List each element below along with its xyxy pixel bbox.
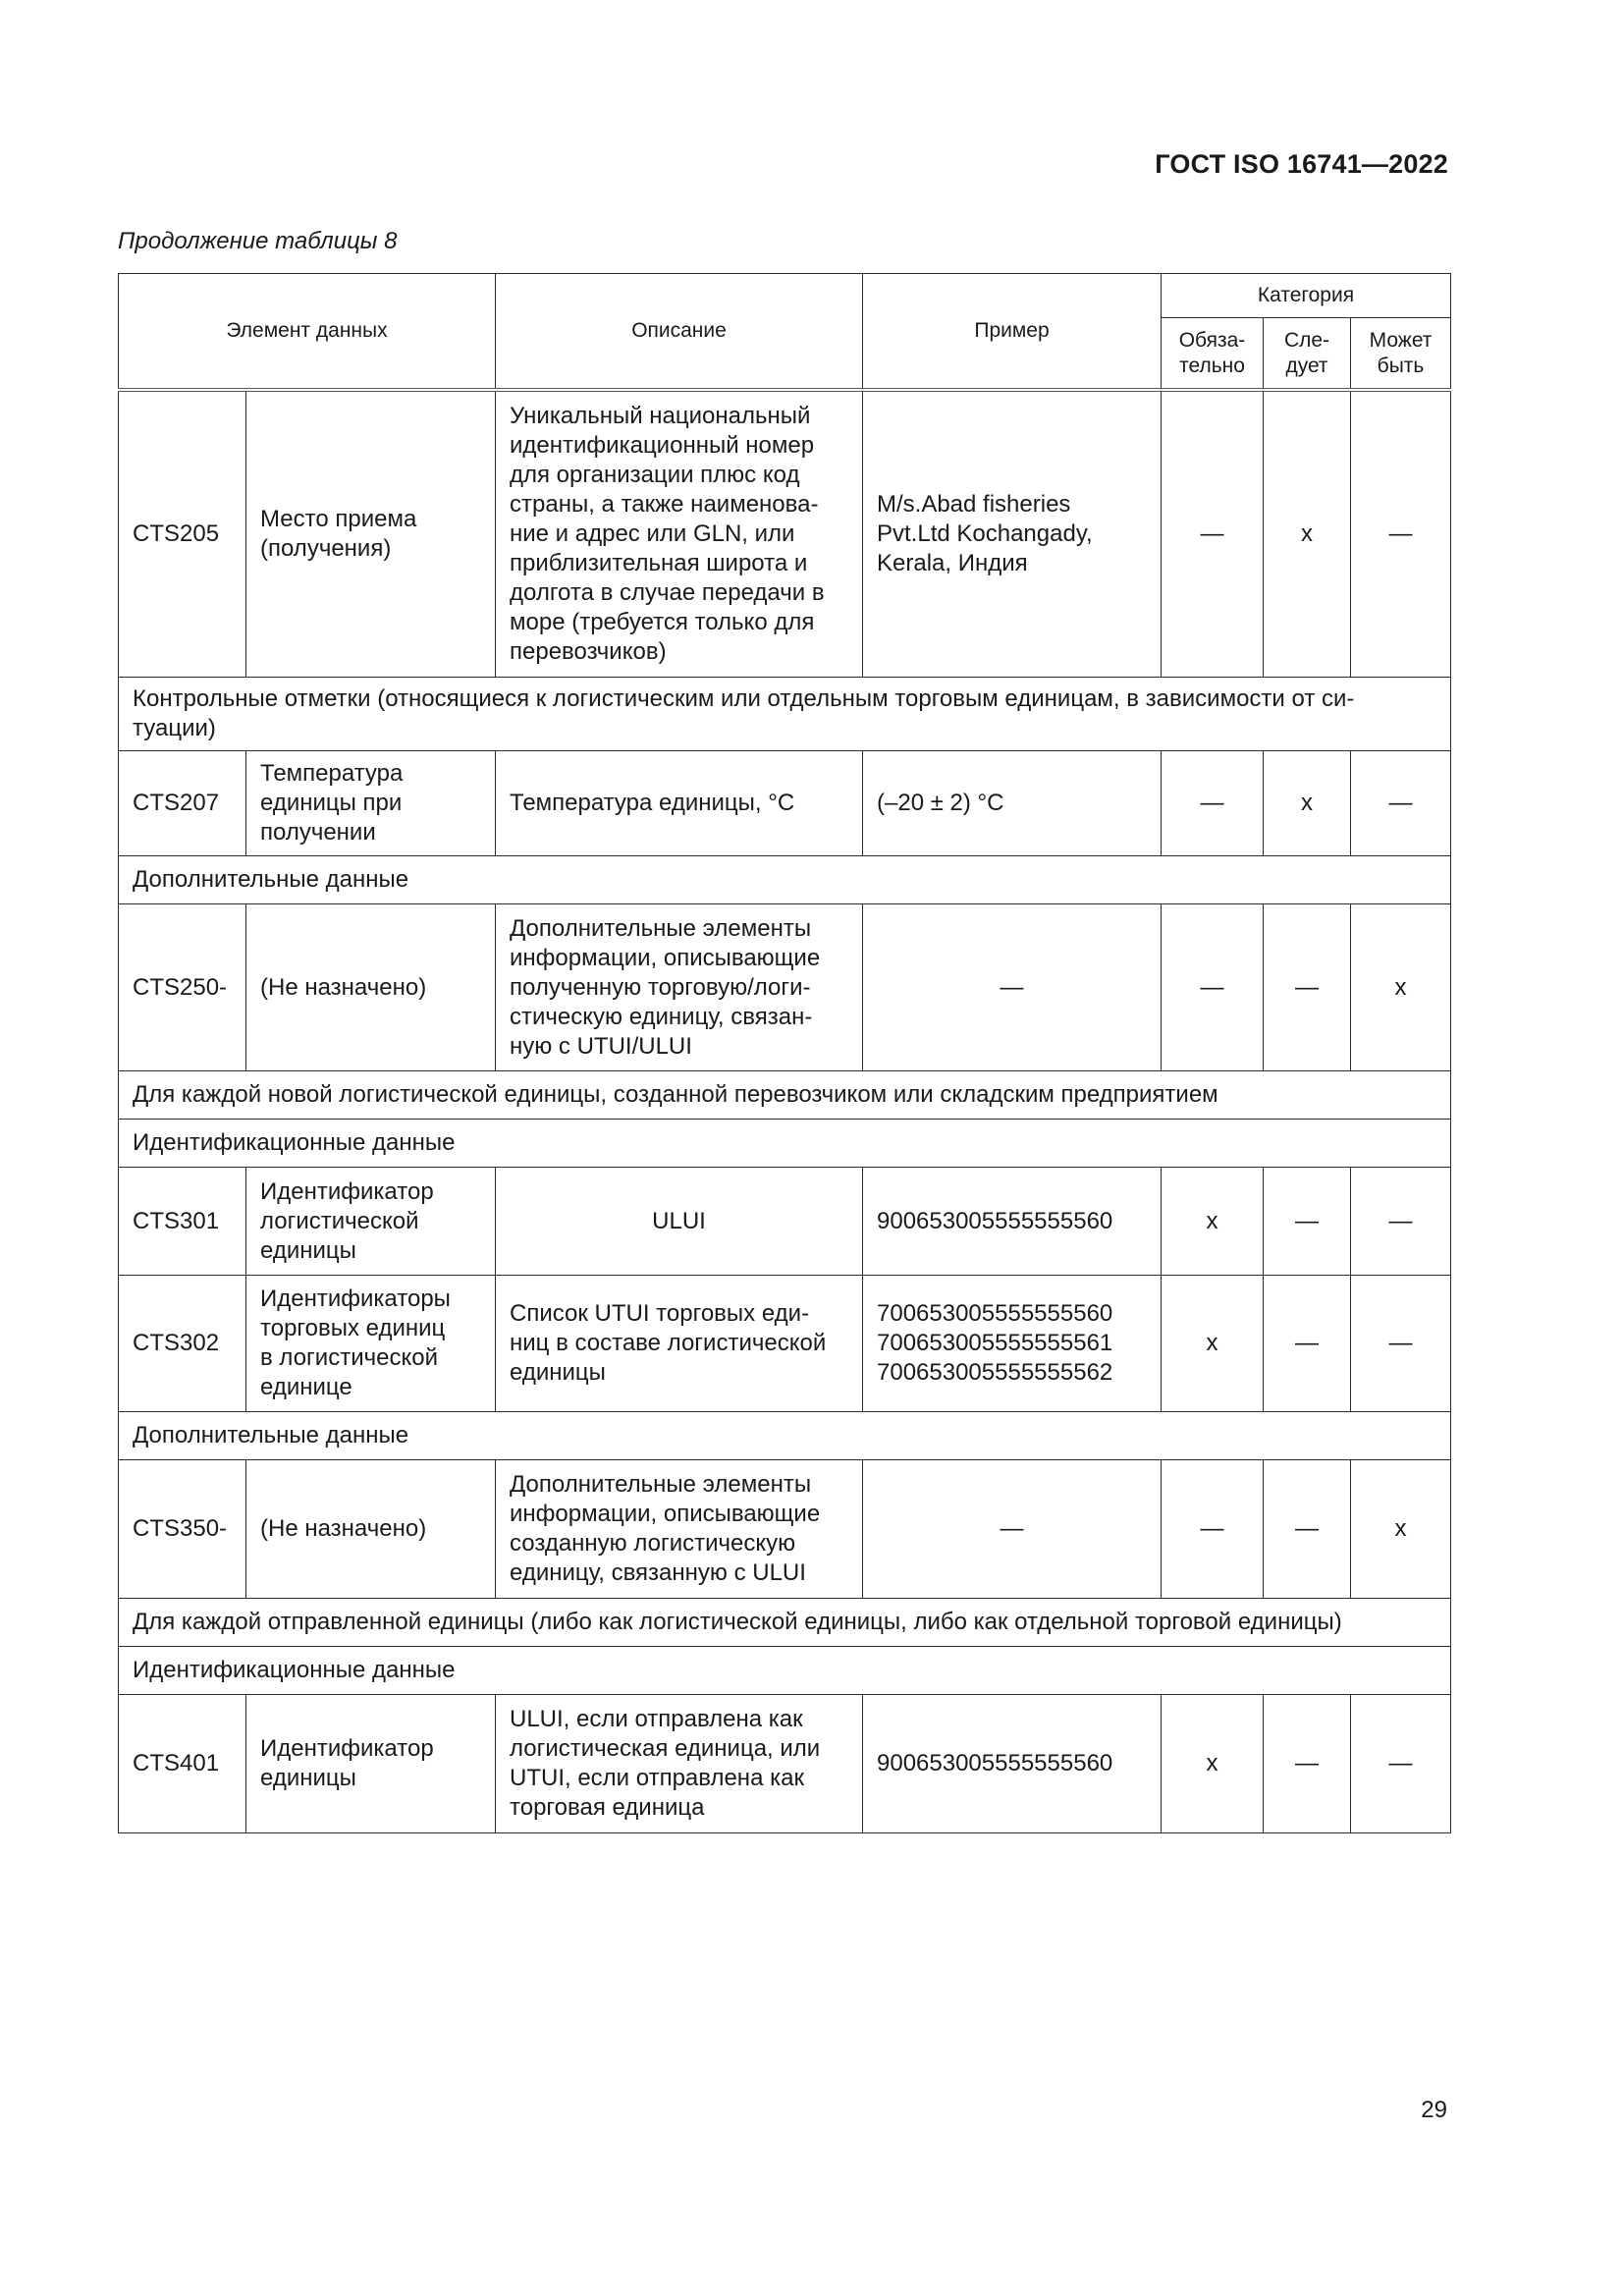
- header-should: Сле- дует: [1264, 318, 1351, 391]
- element-name: (Не назначено): [246, 1460, 496, 1599]
- standard-number: ГОСТ ISO 16741—2022: [1155, 149, 1448, 179]
- data-elements-table: [118, 273, 1451, 1833]
- header-category: Категория: [1162, 274, 1451, 318]
- element-example: —: [863, 904, 1162, 1071]
- section-title: Дополнительные данные: [119, 1412, 1451, 1460]
- table-row: [119, 1168, 1451, 1276]
- element-code: CTS250-: [119, 904, 246, 1071]
- element-example: M/s.Abad fisheries Pvt.Ltd Kochangady, Kerala, Индия: [863, 390, 1162, 678]
- table-section-row: [119, 1647, 1451, 1695]
- element-description: ULUI: [496, 1168, 863, 1276]
- category-should: x: [1264, 390, 1351, 678]
- table-row: [119, 904, 1451, 1071]
- element-example: 900653005555555560: [863, 1168, 1162, 1276]
- header-may: Может быть: [1351, 318, 1451, 391]
- element-description: ULUI, если отправлена как логистическая единица, или UTUI, если отправлена как торговая единица: [496, 1695, 863, 1833]
- section-title: Контрольные отметки (относящиеся к логистическим или отдельным торговым единицам, в зависимости от си- туации): [119, 678, 1451, 751]
- category-may: —: [1351, 390, 1451, 678]
- category-may: —: [1351, 751, 1451, 856]
- category-should: x: [1264, 751, 1351, 856]
- table-row: [119, 1460, 1451, 1599]
- element-name: Идентификатор логистической единицы: [246, 1168, 496, 1276]
- element-code: CTS302: [119, 1276, 246, 1412]
- section-title: Дополнительные данные: [119, 856, 1451, 904]
- element-example: —: [863, 1460, 1162, 1599]
- element-code: CTS301: [119, 1168, 246, 1276]
- table-section-row: [119, 1412, 1451, 1460]
- table-section-row: [119, 1599, 1451, 1647]
- element-name: Место приема (получения): [246, 390, 496, 678]
- table-section-row: [119, 1071, 1451, 1120]
- table-row: [119, 1276, 1451, 1412]
- header-example: Пример: [863, 274, 1162, 391]
- category-mandatory: x: [1162, 1695, 1264, 1833]
- category-should: —: [1264, 904, 1351, 1071]
- category-mandatory: —: [1162, 1460, 1264, 1599]
- category-mandatory: x: [1162, 1168, 1264, 1276]
- section-title: Идентификационные данные: [119, 1120, 1451, 1168]
- category-may: —: [1351, 1168, 1451, 1276]
- table-row: [119, 390, 1451, 678]
- category-mandatory: x: [1162, 1276, 1264, 1412]
- element-example: 900653005555555560: [863, 1695, 1162, 1833]
- table-continuation-caption: Продолжение таблицы 8: [118, 228, 398, 254]
- category-may: —: [1351, 1695, 1451, 1833]
- section-title: Для каждой новой логистической единицы, созданной перевозчиком или складским предприятием: [119, 1071, 1451, 1120]
- element-example: (–20 ± 2) °С: [863, 751, 1162, 856]
- category-may: x: [1351, 1460, 1451, 1599]
- element-description: Дополнительные элементы информации, описывающие созданную логистическую единицу, связанную с ULUI: [496, 1460, 863, 1599]
- category-should: —: [1264, 1276, 1351, 1412]
- header-mandatory: Обяза- тельно: [1162, 318, 1264, 391]
- element-code: CTS350-: [119, 1460, 246, 1599]
- element-description: Список UTUI торговых еди- ниц в составе логистической единицы: [496, 1276, 863, 1412]
- page-number: 29: [1421, 2097, 1447, 2123]
- element-code: CTS207: [119, 751, 246, 856]
- element-code: CTS401: [119, 1695, 246, 1833]
- category-should: —: [1264, 1695, 1351, 1833]
- element-description: Температура единицы, °С: [496, 751, 863, 856]
- element-description: Уникальный национальный идентификационный номер для организации плюс код страны, а также наименова- ние и адрес или GLN, или приблизительная широта и долгота в случае передачи в море (требуется только для перевозчиков): [496, 390, 863, 678]
- category-may: x: [1351, 904, 1451, 1071]
- table-section-row: [119, 856, 1451, 904]
- element-description: Дополнительные элементы информации, описывающие полученную торговую/логи- стическую единицу, связан- ную с UTUI/ULUI: [496, 904, 863, 1071]
- header-description: Описание: [496, 274, 863, 391]
- element-example: 700653005555555560 700653005555555561 700653005555555562: [863, 1276, 1162, 1412]
- element-name: Идентификатор единицы: [246, 1695, 496, 1833]
- section-title: Для каждой отправленной единицы (либо как логистической единицы, либо как отдельной торговой единицы): [119, 1599, 1451, 1647]
- table-row: [119, 1695, 1451, 1833]
- header-element: Элемент данных: [119, 274, 496, 391]
- element-code: CTS205: [119, 390, 246, 678]
- category-may: —: [1351, 1276, 1451, 1412]
- element-name: (Не назначено): [246, 904, 496, 1071]
- category-mandatory: —: [1162, 390, 1264, 678]
- table-section-row: [119, 1120, 1451, 1168]
- category-should: —: [1264, 1168, 1351, 1276]
- table-row: [119, 751, 1451, 856]
- category-should: —: [1264, 1460, 1351, 1599]
- category-mandatory: —: [1162, 751, 1264, 856]
- element-name: Температура единицы при получении: [246, 751, 496, 856]
- section-title: Идентификационные данные: [119, 1647, 1451, 1695]
- element-name: Идентификаторы торговых единиц в логистической единице: [246, 1276, 496, 1412]
- category-mandatory: —: [1162, 904, 1264, 1071]
- table-section-row: [119, 678, 1451, 751]
